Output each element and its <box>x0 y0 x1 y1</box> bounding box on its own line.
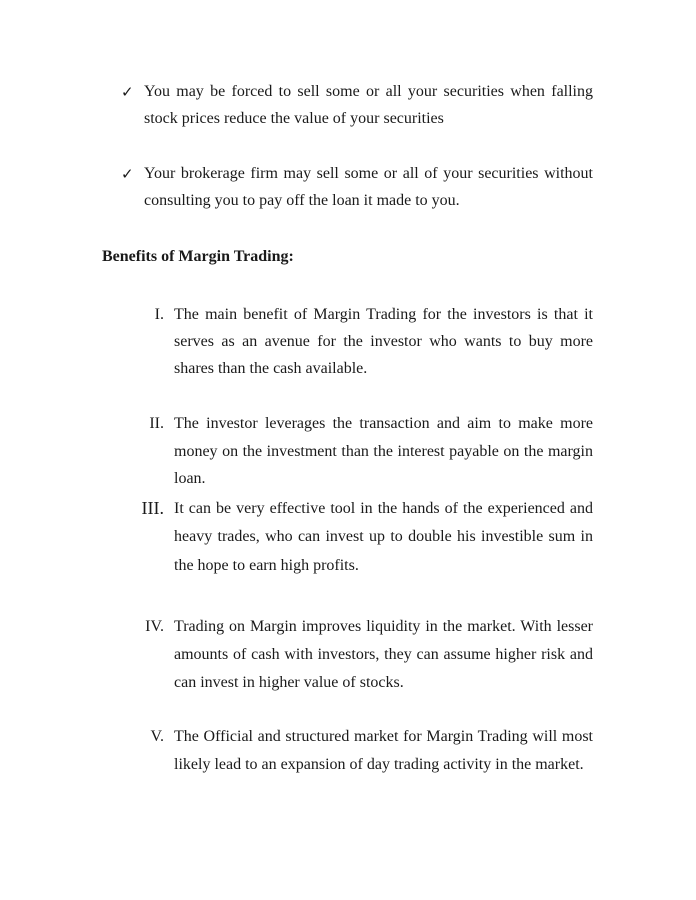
benefit-2-line-1: The investor leverages the transaction and aim to make more <box>174 415 593 432</box>
benefits-heading: Benefits of Margin Trading: <box>102 248 294 265</box>
benefit-3-line-2: heavy trades, who can invest up to double his investible sum in <box>174 528 593 545</box>
benefit-numeral: IV. <box>145 618 164 635</box>
benefit-5-line-1: The Official and structured market for Margin Trading will most <box>174 728 593 745</box>
benefit-4-line-1: Trading on Margin improves liquidity in the market. With lesser <box>174 618 593 635</box>
benefit-3-line-1: It can be very effective tool in the hands of the experienced and <box>174 500 593 517</box>
benefit-numeral: I. <box>154 306 164 323</box>
checkmark-icon: ✓ <box>121 165 134 183</box>
benefit-4-line-3: can invest in higher value of stocks. <box>174 674 404 691</box>
benefit-5-line-2: likely lead to an expansion of day trading activity in the market. <box>174 756 584 773</box>
benefit-4-line-2: amounts of cash with investors, they can assume higher risk and <box>174 646 593 663</box>
benefit-2-line-2: money on the investment than the interest payable on the margin <box>174 443 593 460</box>
benefit-1-line-1: The main benefit of Margin Trading for the investors is that it <box>174 306 593 323</box>
benefit-1-line-3: shares than the cash available. <box>174 360 368 377</box>
checkmark-icon: ✓ <box>121 83 134 101</box>
benefit-numeral: III. <box>141 498 164 518</box>
benefit-numeral: II. <box>149 415 164 432</box>
benefit-numeral: V. <box>150 728 164 745</box>
benefit-3-line-3: the hope to earn high profits. <box>174 557 359 574</box>
benefit-1-line-2: serves as an avenue for the investor who wants to buy more <box>174 333 593 350</box>
risk-2-line-1: Your brokerage firm may sell some or all of your securities without <box>144 165 593 182</box>
risk-1-line-2: stock prices reduce the value of your securities <box>144 110 444 127</box>
benefit-2-line-3: loan. <box>174 470 206 487</box>
risk-1-line-1: You may be forced to sell some or all your securities when falling <box>144 83 593 100</box>
risk-2-line-2: consulting you to pay off the loan it made to you. <box>144 192 460 209</box>
